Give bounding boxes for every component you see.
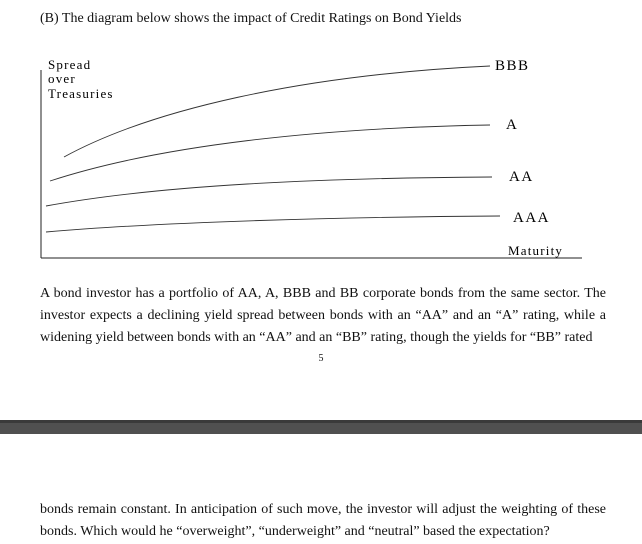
- curve-label-a: A: [506, 117, 519, 133]
- y-axis-label-line-3: Treasuries: [48, 86, 114, 101]
- paragraph-bottom: bonds remain constant. In anticipation of such move, the investor will adjust the weighting of these bonds. Which would he “overweight”, “underweight” and “neutral” based the expectation?: [40, 502, 606, 539]
- curve-aaa: [46, 216, 500, 232]
- curve-label-bbb: BBB: [495, 58, 530, 74]
- y-axis-label-line-2: over: [48, 71, 76, 86]
- y-axis-label-line-1: Spread: [48, 57, 92, 72]
- curve-aa: [46, 177, 492, 206]
- curve-label-aaa: AAA: [513, 210, 550, 226]
- section-heading: (B) The diagram below shows the impact of Credit Ratings on Bond Yields: [40, 11, 462, 26]
- page-separator-edge: [0, 420, 642, 423]
- paragraph-top: A bond investor has a portfolio of AA, A, BBB and BB corporate bonds from the same sector. The investor expects a declining yield spread between bonds with an “AA” and an “A” rating, while a widening yield between bonds with an “AA” and an “BB” rating, though the yields for “BB” rated: [40, 286, 606, 345]
- page-number: 5: [318, 353, 324, 364]
- curve-label-aa: AA: [509, 169, 534, 185]
- curve-bbb: [64, 66, 490, 157]
- x-axis-label: Maturity: [508, 243, 564, 258]
